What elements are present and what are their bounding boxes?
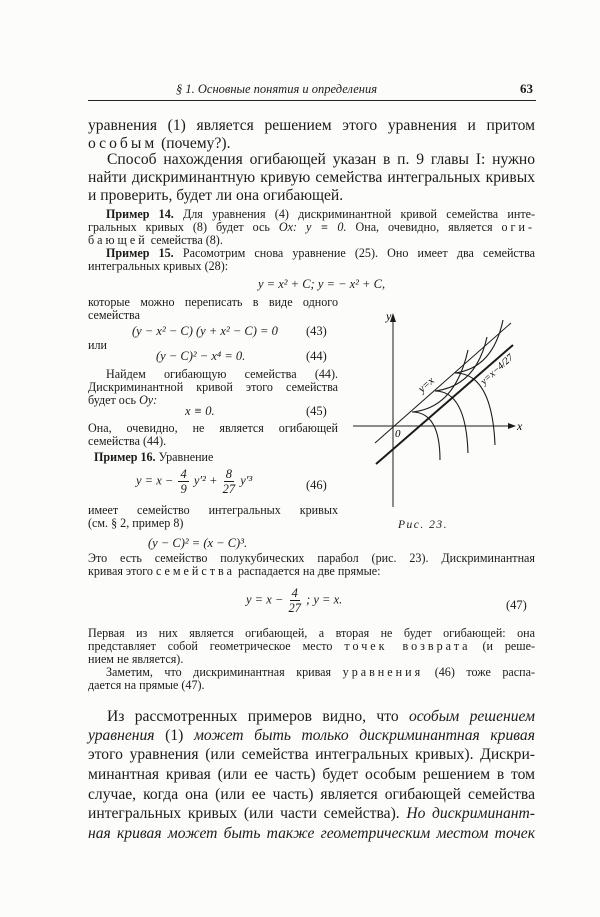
text-line	[88, 805, 535, 823]
text-line	[88, 394, 157, 407]
math-span: Ox: y ≡ 0.	[278, 220, 347, 234]
text-line	[107, 708, 535, 726]
math-span: Oy:	[139, 393, 158, 407]
text-line: (см. § 2, пример 8)	[88, 516, 184, 530]
fraction-denominator: 9	[180, 482, 187, 496]
text-line: Она, очевидно, не является огибающей	[88, 421, 338, 435]
text-line: Первая из них является огибающей, а вторая не будет огибающей: она	[88, 626, 535, 640]
equation: (y − C)² = (x − C)³.	[148, 536, 248, 550]
text-span: (1)	[165, 727, 184, 744]
text-line: дается на прямые (47).	[88, 678, 205, 692]
text-line	[88, 565, 381, 578]
text-line: этого уравнения (или семейства интегральных кривых). Дискри-	[88, 746, 535, 763]
fraction-numerator: 4	[180, 467, 187, 481]
fraction	[288, 586, 301, 615]
text-span: (почему?).	[161, 135, 231, 152]
math-span: y = x −	[136, 473, 174, 488]
equation-number: (43)	[306, 324, 327, 338]
line-label-envelope: y=x−4/27	[478, 352, 516, 388]
text-line: и проверить, будет ли она огибающей.	[88, 187, 344, 204]
equation-43: (y − x² − C) (y + x² − C) = 0	[132, 324, 278, 338]
italic-span: уравнения	[88, 727, 155, 744]
equation-number: (44)	[306, 349, 327, 363]
text-line: или	[88, 338, 107, 352]
text-span: распадается на две прямые:	[237, 564, 381, 578]
italic-span: Но дискриминант-	[406, 805, 535, 822]
equation-46	[136, 467, 252, 496]
spaced-word: оги-	[501, 220, 535, 234]
spaced-word: уравнения	[342, 665, 424, 679]
spaced-word: точек возврата	[344, 639, 471, 653]
text-line: семейства (44).	[88, 434, 167, 448]
parabola-branch	[435, 391, 468, 453]
text-line: уравнения (1) является решением этого уравнения и притом	[88, 117, 535, 134]
line-label-y-equals-x: y=x	[415, 374, 437, 396]
text-span: кривая этого	[88, 564, 153, 578]
text-span: Для уравнения (4) дискриминантной кривой семейства инте-	[183, 207, 535, 221]
italic-span: может быть только дискриминантная кривая	[193, 727, 535, 744]
running-header-title: § 1. Основные понятия и определения	[176, 82, 378, 96]
math-span: y′³	[240, 473, 253, 488]
figure-23	[340, 300, 550, 540]
page-number: 63	[520, 81, 533, 96]
fraction-denominator: 27	[222, 482, 236, 496]
text-line	[88, 727, 535, 745]
text-line	[94, 451, 213, 464]
x-axis-arrow	[508, 423, 516, 429]
math-span: y = x −	[246, 592, 284, 607]
text-span: семейства (8).	[150, 233, 223, 247]
text-span: Уравнение	[158, 450, 214, 464]
example-label: Пример 15.	[106, 246, 174, 260]
math-span: ; y = x.	[306, 592, 343, 607]
text-line: Найдем огибающую семейства (44).	[106, 367, 338, 381]
fraction	[178, 467, 188, 496]
equation-47	[246, 586, 342, 615]
origin-label: 0	[395, 428, 401, 440]
text-span: Она, очевидно, является	[355, 220, 493, 234]
spaced-word: бающей	[88, 233, 148, 247]
header-rule	[88, 100, 536, 101]
text-span: представляет собой геометрическое место	[88, 639, 333, 653]
text-span: Заметим, что дискриминантная кривая	[106, 665, 332, 679]
axis-label-y: y	[386, 309, 392, 323]
text-span: (46) тоже распа-	[434, 665, 535, 679]
parabola-branch	[412, 412, 440, 460]
text-line: Дискриминантной кривой этого семейства	[88, 380, 338, 394]
fraction	[223, 467, 236, 496]
text-span: Из рассмотренных примеров видно, что	[107, 708, 399, 725]
math-span: y′² +	[193, 473, 218, 488]
text-span: будет ось	[88, 393, 137, 407]
example-label: Пример 14.	[106, 207, 174, 221]
figure-caption: Рис. 23.	[398, 519, 449, 531]
spaced-word: семейства	[156, 564, 235, 578]
axis-label-x: x	[517, 419, 523, 433]
fraction-numerator: 4	[291, 586, 298, 600]
text-span: (и реше-	[482, 639, 535, 653]
equation: y = x² + C; y = − x² + C,	[258, 277, 386, 291]
text-line: Это есть семейство полукубических парабол (рис. 23). Дискриминантная	[88, 551, 535, 565]
text-line: минантная кривая (или ее часть) будет особым решением в том	[88, 766, 535, 783]
text-line: нием не является).	[88, 652, 184, 666]
text-line: интегральных кривых (28):	[88, 259, 229, 273]
text-line: которые можно переписать в виде одного	[88, 295, 338, 309]
text-line: имеет семейство интегральных кривых	[88, 503, 338, 517]
equation-number: (46)	[306, 478, 327, 492]
text-line: семейства	[88, 308, 140, 322]
text-line: найти дискриминантную кривую семейства интегральных кривых	[88, 169, 535, 186]
example-label: Пример 16.	[94, 450, 156, 464]
text-line: ная кривая может быть также геометрическим местом точек	[88, 825, 535, 842]
equation-number: (47)	[506, 598, 527, 612]
italic-span: особым решением	[408, 708, 536, 725]
equation-number: (45)	[306, 404, 327, 418]
text-line: Способ нахождения огибающей указан в п. 9 главы I: нужно	[107, 151, 535, 168]
text-line: случае, когда она (или ее часть) является огибающей семейства	[88, 786, 535, 803]
equation-45: x ≡ 0.	[185, 404, 215, 418]
text-span: интегральных кривых (или части семейства).	[88, 805, 400, 822]
line-envelope	[376, 345, 513, 464]
fraction-denominator: 27	[288, 601, 301, 615]
text-span: Расомотрим снова уравнение (25). Оно имеет два семейства	[182, 246, 536, 260]
equation-44: (y − C)² − x⁴ = 0.	[156, 349, 246, 363]
spaced-word: особым	[88, 135, 158, 152]
text-span: гральных кривых (8) будет ось	[88, 220, 270, 234]
fraction-numerator: 8	[225, 467, 232, 481]
